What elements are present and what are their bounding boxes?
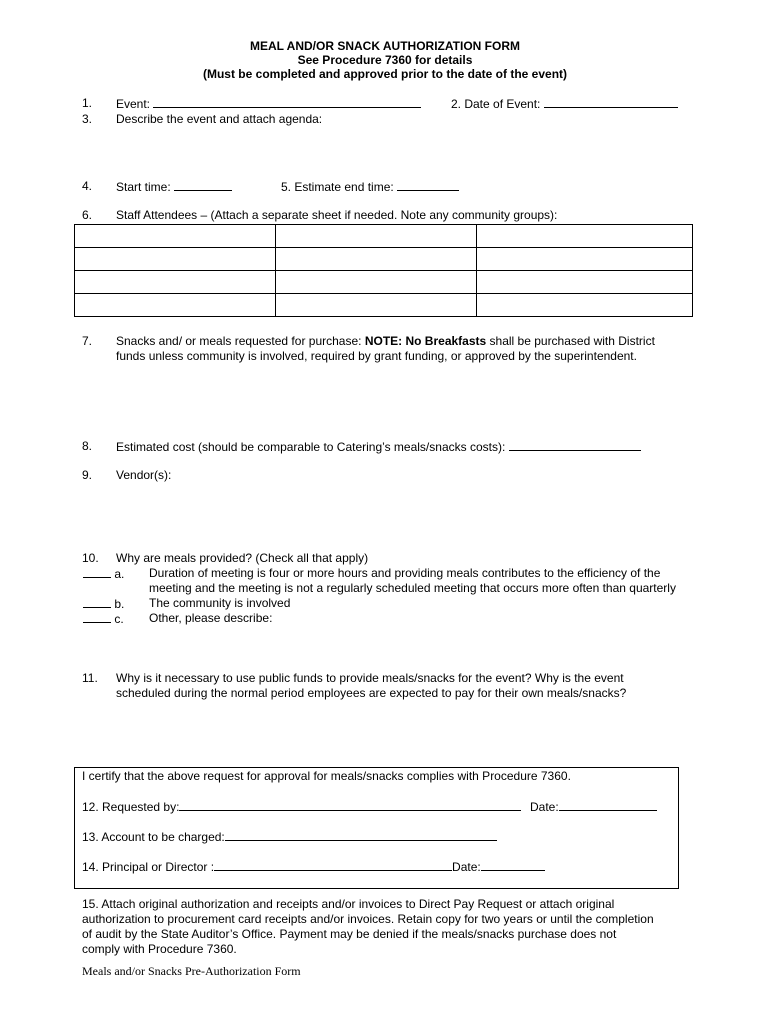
q10a-letter: a. (114, 567, 125, 581)
q7-line2: funds unless community is involved, required by grant funding, or approved by the superintendent. (116, 349, 637, 363)
attendee-cell[interactable] (477, 271, 693, 294)
q1-label: Event: (116, 97, 151, 111)
q10c-letter: c. (114, 612, 124, 626)
q7-line1 (116, 334, 655, 348)
q12-date-label: Date: (530, 800, 559, 814)
attendee-cell[interactable] (477, 294, 693, 317)
q15-line4: comply with Procedure 7360. (82, 942, 237, 956)
q9-number: 9. (82, 468, 93, 482)
q7-line1-pre: Snacks and/ or meals requested for purchase: (116, 334, 365, 348)
table-row (75, 248, 693, 271)
q15-line2: authorization to procurement card receipts and/or invoices. Retain copy for two years or until the completion (82, 912, 654, 926)
attendee-cell[interactable] (477, 248, 693, 271)
attendee-cell[interactable] (276, 225, 477, 248)
q11-line1: Why is it necessary to use public funds to provide meals/snacks for the event? Why is the event (116, 671, 624, 685)
q8-label: Estimated cost (should be comparable to Catering’s meals/snacks costs): (116, 440, 506, 454)
attendee-cell[interactable] (75, 271, 276, 294)
q11-number: 11. (82, 671, 98, 685)
q13-row (82, 829, 497, 844)
q13-label: 13. Account to be charged: (82, 830, 225, 844)
q3-label: Describe the event and attach agenda: (116, 112, 323, 126)
requested-date-field[interactable] (559, 799, 657, 811)
start-time-field[interactable] (174, 179, 232, 191)
q6-number: 6. (82, 208, 93, 222)
table-row (75, 225, 693, 248)
q1-number: 1. (82, 96, 93, 110)
q7-note-bold: NOTE: No Breakfasts (364, 334, 487, 348)
q10b-check (83, 596, 124, 611)
q10b-checkbox[interactable] (83, 596, 111, 608)
q3-number: 3. (82, 112, 93, 126)
q1-row (116, 96, 421, 111)
attendee-cell[interactable] (276, 271, 477, 294)
q6-label: Staff Attendees – (Attach a separate sheet if needed. Note any community groups): (116, 208, 558, 222)
q12-label: 12. Requested by: (82, 800, 180, 814)
principal-director-field[interactable] (214, 859, 452, 871)
q11-line2: scheduled during the normal period employees are expected to pay for their own meals/snacks? (116, 686, 627, 700)
attendee-cell[interactable] (477, 225, 693, 248)
q10c-text: Other, please describe: (149, 611, 273, 625)
form-title: MEAL AND/OR SNACK AUTHORIZATION FORM (250, 39, 520, 53)
q7-line1-post: shall be purchased with District (486, 334, 655, 348)
table-row (75, 294, 693, 317)
q10a-line2: meeting and the meeting is not a regularly scheduled meeting that occurs more often than quarterly (149, 581, 676, 595)
q10a-line1: Duration of meeting is four or more hours and providing meals contributes to the efficiency of the (149, 566, 661, 580)
q10-label: Why are meals provided? (Check all that apply) (116, 551, 369, 565)
page-footer: Meals and/or Snacks Pre-Authorization Form (82, 964, 301, 978)
requested-by-field[interactable] (179, 799, 521, 811)
q10a-checkbox[interactable] (83, 566, 111, 578)
q10b-text: The community is involved (149, 596, 291, 610)
q4-row (116, 179, 232, 194)
q14-row (82, 859, 545, 874)
q8-row (116, 439, 641, 454)
q9-label: Vendor(s): (116, 468, 172, 482)
staff-attendees-table (74, 224, 693, 317)
q14-date-label: Date: (452, 860, 481, 874)
event-field[interactable] (153, 96, 421, 108)
q5-row (281, 179, 459, 194)
q4-number: 4. (82, 179, 93, 193)
q10c-checkbox[interactable] (83, 611, 111, 623)
estimated-cost-field[interactable] (509, 439, 641, 451)
attendee-cell[interactable] (75, 294, 276, 317)
q8-number: 8. (82, 439, 93, 453)
q5-label: 5. Estimate end time: (281, 180, 394, 194)
attendee-cell[interactable] (276, 294, 477, 317)
principal-date-field[interactable] (481, 859, 545, 871)
event-date-field[interactable] (544, 96, 678, 108)
certification-statement: I certify that the above request for approval for meals/snacks complies with Procedure 7360. (82, 769, 571, 783)
attendee-cell[interactable] (75, 248, 276, 271)
q2-row (451, 96, 678, 111)
q10c-check (83, 611, 124, 626)
q14-label: 14. Principal or Director : (82, 860, 215, 874)
q10b-letter: b. (114, 597, 125, 611)
q10-number: 10. (82, 551, 99, 565)
end-time-field[interactable] (397, 179, 459, 191)
q2-label: 2. Date of Event: (451, 97, 541, 111)
attendee-cell[interactable] (75, 225, 276, 248)
q12-row (82, 799, 521, 814)
q12-date-row (530, 799, 657, 814)
table-row (75, 271, 693, 294)
q15-line3: of audit by the State Auditor’s Office. Payment may be denied if the meals/snacks purchase does not (82, 927, 617, 941)
q10a-check (83, 566, 124, 581)
account-field[interactable] (225, 829, 497, 841)
form-note: (Must be completed and approved prior to the date of the event) (202, 67, 568, 81)
form-subtitle: See Procedure 7360 for details (297, 53, 473, 67)
q4-label: Start time: (116, 180, 171, 194)
q7-number: 7. (82, 334, 93, 348)
q15-line1: 15. Attach original authorization and receipts and/or invoices to Direct Pay Request or attach original (82, 897, 615, 911)
attendee-cell[interactable] (276, 248, 477, 271)
